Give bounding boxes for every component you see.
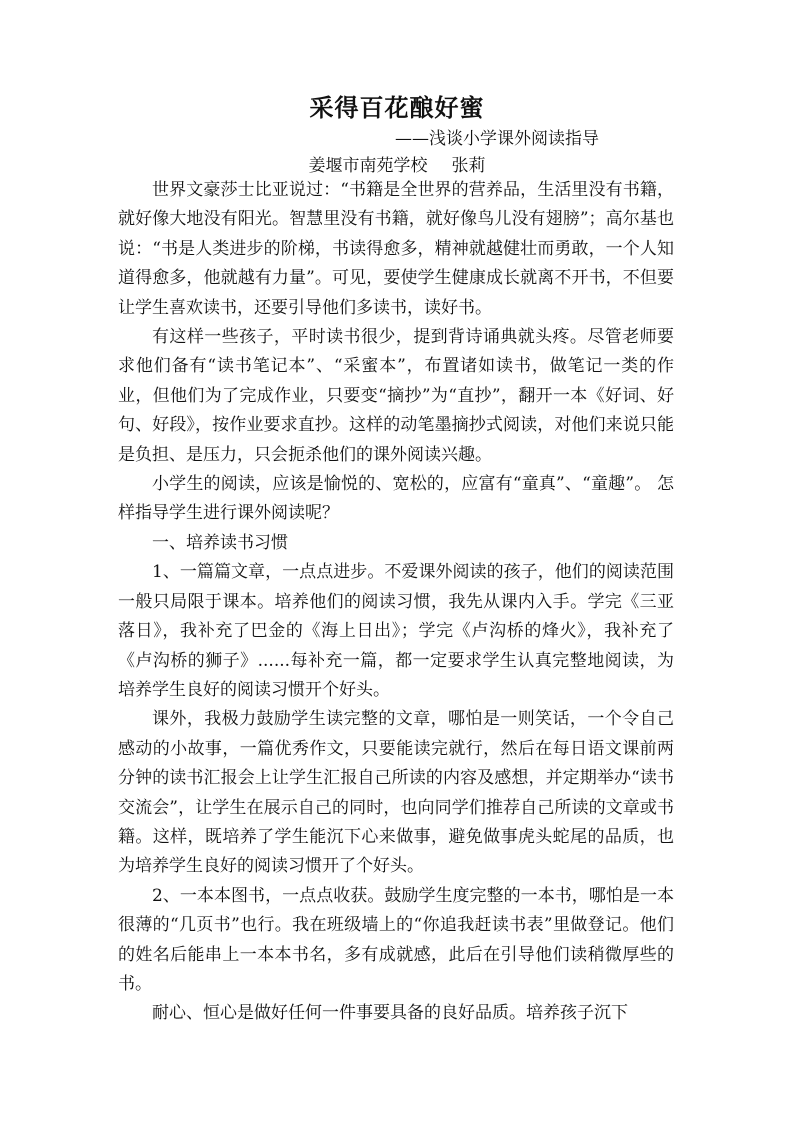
paragraph: 世界文豪莎士比亚说过：“书籍是全世界的营养品，生活里没有书籍，就好像大地没有阳光。智慧里没有书籍，就好像鸟儿没有翅膀”；高尔基也说：“书是人类进步的阶梯，书读得愈多，精神就越健壮而勇敢，一个人知道得愈多，他就越有力量”。可见，要使学生健康成长就离不开书，不但要让学生喜欢读书，还要引导他们多读书，读好书。 (118, 180, 674, 318)
document-title: 采得百花酿好蜜 (309, 93, 485, 122)
paragraph: 小学生的阅读，应该是愉悦的、宽松的，应富有“童真”、“童趣”。 怎样指导学生进行课外阅读呢？ (118, 474, 674, 524)
subtitle-text: ——浅谈小学课外阅读指导 (395, 129, 599, 149)
paragraph: 耐心、恒心是做好任何一件事要具备的良好品质。培养孩子沉下 (152, 1003, 628, 1024)
paragraph: 课外，我极力鼓励学生读完整的文章，哪怕是一则笑话，一个令自己感动的小故事，一篇优秀作文，只要能读完就行，然后在每日语文课前两分钟的读书汇报会上让学生汇报自己所读的内容及感想，并定期举办“读书交流会”，让学生在展示自己的同时，也向同学们推荐自己所读的文章或书籍。这样，既培养了学生能沉下心来做事，避免做事虎头蛇尾的品质，也为培养学生良好的阅读习惯开了个好头。 (118, 709, 674, 877)
section-heading: 一、培养读书习惯 (152, 532, 288, 553)
paragraph: 2、一本本图书，一点点收获。鼓励学生度完整的一本书，哪怕是一本很薄的“几页书”也行。我在班级墙上的“你追我赶读书表”里做登记。他们的姓名后能串上一本本书名，多有成就感，此后在引导他们读稍微厚些的书。 (118, 885, 674, 994)
author-school: 姜堰市南苑学校 (308, 156, 428, 176)
document-subtitle (0, 126, 794, 152)
paragraph: 1、一篇篇文章，一点点进步。不爱课外阅读的孩子，他们的阅读范围一般只局限于课本。培养他们的阅读习惯，我先从课内入手。学完《三亚落日》，我补充了巴金的《海上日出》；学完《卢沟桥的烽火》，我补充了《卢沟桥的狮子》......每补充一篇，都一定要求学生认真完整地阅读，为培养学生良好的阅读习惯开个好头。 (118, 562, 674, 700)
author-name: 张莉 (451, 156, 486, 176)
paragraph: 有这样一些孩子，平时读书很少，提到背诗诵典就头疼。尽管老师要求他们备有“读书笔记本”、“采蜜本”，布置诸如读书，做笔记一类的作业，但他们为了完成作业，只要变“摘抄”为“直抄”，翻开一本《好词、好句、好段》，按作业要求直抄。这样的动笔墨摘抄式阅读，对他们来说只能是负担、是压力，只会扼杀他们的课外阅读兴趣。 (118, 327, 674, 465)
document-body (118, 176, 674, 1029)
